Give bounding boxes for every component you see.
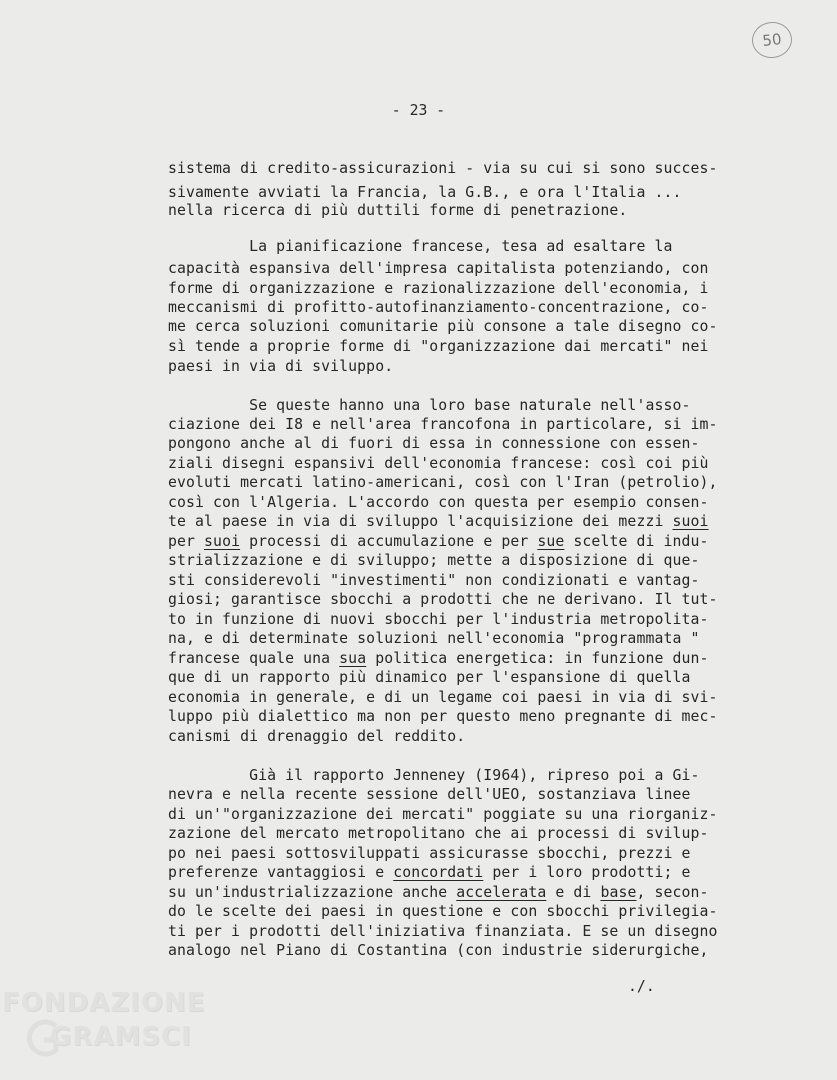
text-line: strializzazione e di sviluppo; mette a disposizione di que- [168, 552, 700, 569]
text-line: sistema di credito-assicurazioni - via su cui si sono succes- [168, 160, 718, 177]
text-run: per i loro prodotti; e [483, 864, 691, 881]
text-line: me cerca soluzioni comunitarie più consone a tale disegno co- [168, 318, 718, 335]
watermark-line2: GRAMSCI [50, 1022, 192, 1052]
underlined-word: concordati [393, 864, 484, 881]
text-line: que di un rapporto più dinamico per l'espansione di quella [168, 669, 691, 686]
text-line: La pianificazione francese, tesa ad esaltare la [168, 238, 673, 255]
underlined-word: sua [339, 650, 367, 667]
text-line: po nei paesi sottosviluppati assicurasse sbocchi, prezzi e [168, 845, 691, 862]
text-line: sivamente avviati la Francia, la G.B., e ora l'Italia ... [168, 184, 682, 201]
text-line: così con l'Algeria. L'accordo con questa per esempio consen- [168, 494, 709, 511]
text-line: luppo più dialettico ma non per questo meno pregnante di mec- [168, 708, 718, 725]
text-run: , secon- [636, 884, 709, 901]
watermark-line1: FONDAZIONE [2, 988, 206, 1018]
text-line: forme di organizzazione e razionalizzazione dell'economia, i [168, 280, 709, 297]
text-line [168, 864, 691, 881]
underlined-word: sue [537, 533, 565, 550]
text-line: to in funzione di nuovi sbocchi per l'industria metropolita- [168, 611, 709, 628]
text-line: meccanismi di profitto-autofinanziamento-concentrazione, co- [168, 299, 709, 316]
text-line: sti considerevoli "investimenti" non condizionati e vantag- [168, 572, 700, 589]
text-line [168, 513, 709, 530]
text-run: politica energetica: in funzione dun- [366, 650, 709, 667]
text-line: Già il rapporto Jenneney (I964), ripreso poi a Gi- [168, 767, 700, 784]
underlined-word: accelerata [456, 884, 547, 901]
page-number: - 23 - [391, 102, 446, 119]
folio-number: 50 [750, 20, 794, 60]
text-run: scelte di indu- [564, 533, 709, 550]
text-line: giosi; garantisce sbocchi a prodotti che ne derivano. Il tut- [168, 591, 718, 608]
underlined-word: suoi [672, 513, 709, 530]
text-line: ciazione dei I8 e nell'area francofona in particolare, si im- [168, 416, 718, 433]
text-line [168, 533, 709, 550]
text-line: canismi di drenaggio del reddito. [168, 728, 466, 745]
underlined-word: suoi [204, 533, 241, 550]
text-line: analogo nel Piano di Costantina (con industrie siderurgiche, [168, 942, 709, 959]
watermark-logo [2, 988, 222, 1068]
text-run: francese quale una [168, 650, 340, 667]
text-line: paesi in via di sviluppo. [168, 358, 394, 375]
text-line: nella ricerca di più duttili forme di penetrazione. [168, 202, 628, 219]
text-run: processi di accumulazione e per [240, 533, 538, 550]
text-run: preferenze vantaggiosi e [168, 864, 394, 881]
text-line: Se queste hanno una loro base naturale nell'asso- [168, 397, 691, 414]
text-line: nevra e nella recente sessione dell'UEO, sostanziava linee [168, 786, 691, 803]
text-line: evoluti mercati latino-americani, così con l'Iran (petrolio), [168, 474, 718, 491]
text-line: ti per i prodotti dell'iniziativa finanziata. E se un disegno [168, 923, 718, 940]
text-line: capacità espansiva dell'impresa capitalista potenziando, con [168, 260, 709, 277]
text-line: pongono anche al di fuori di essa in connessione con essen- [168, 435, 700, 452]
text-run: te al paese in via di sviluppo l'acquisizione dei mezzi [168, 513, 673, 530]
underlined-word: base [600, 884, 637, 901]
text-line [168, 884, 709, 901]
text-line: di un'"organizzazione dei mercati" poggiate su una riorganiz- [168, 806, 718, 823]
text-run: per [168, 533, 205, 550]
text-run: su un'industrializzazione anche [168, 884, 457, 901]
text-line: economia in generale, e di un legame coi paesi in via di svi- [168, 689, 718, 706]
text-line: sì tende a proprie forme di "organizzazione dai mercati" nei [168, 338, 709, 355]
continuation-mark: ./. [628, 978, 655, 995]
text-line: zazione del mercato metropolitano che ai processi di svilup- [168, 825, 709, 842]
text-line: do le scelte dei paesi in questione e con sbocchi privilegia- [168, 903, 718, 920]
text-run: e di [546, 884, 601, 901]
text-line: na, e di determinate soluzioni nell'economia "programmata " [168, 630, 700, 647]
text-line: ziali disegni espansivi dell'economia francese: così coi più [168, 455, 709, 472]
text-line [168, 650, 709, 667]
